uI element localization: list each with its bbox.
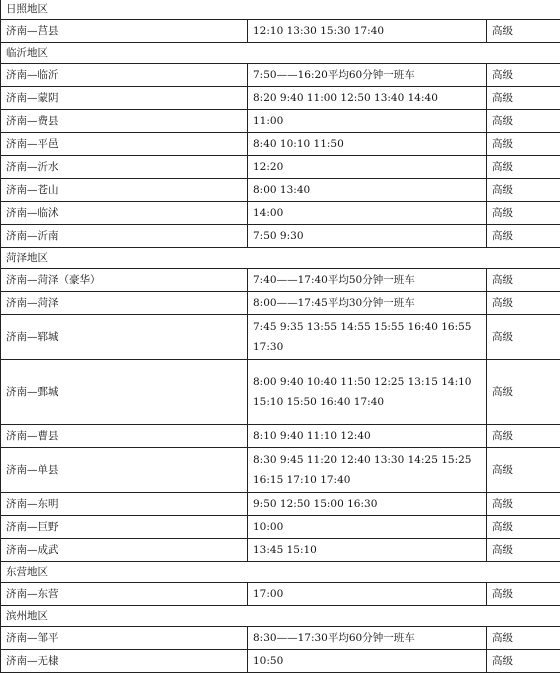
route-cell: 济南—临沂 bbox=[1, 64, 248, 87]
route-cell: 济南—沂水 bbox=[1, 156, 248, 179]
region-name: 东营地区 bbox=[1, 562, 560, 583]
route-cell: 济南—成武 bbox=[1, 539, 248, 562]
region-header-row bbox=[1, 43, 560, 64]
departure-times-cell: 7:50——16:20平均60分钟一班车 bbox=[248, 64, 487, 87]
region-header-row bbox=[1, 0, 560, 20]
table-row bbox=[1, 539, 560, 562]
table-row bbox=[1, 315, 560, 360]
route-cell: 济南—单县 bbox=[1, 448, 248, 493]
bus-grade-cell: 高级 bbox=[487, 64, 560, 87]
departure-times-cell: 8:20 9:40 11:00 12:50 13:40 14:40 bbox=[248, 87, 487, 110]
route-cell: 济南—沂南 bbox=[1, 225, 248, 248]
table-row bbox=[1, 448, 560, 493]
bus-grade-cell: 高级 bbox=[487, 315, 560, 360]
bus-grade-cell: 高级 bbox=[487, 627, 560, 650]
region-header-row bbox=[1, 248, 560, 269]
table-row bbox=[1, 627, 560, 650]
region-name: 日照地区 bbox=[1, 0, 560, 20]
route-cell: 济南—郓城 bbox=[1, 315, 248, 360]
bus-grade-cell: 高级 bbox=[487, 20, 560, 43]
departure-times-cell: 8:00 13:40 bbox=[248, 179, 487, 202]
bus-grade-cell: 高级 bbox=[487, 516, 560, 539]
bus-grade-cell: 高级 bbox=[487, 133, 560, 156]
bus-grade-cell: 高级 bbox=[487, 225, 560, 248]
table-row bbox=[1, 360, 560, 425]
departure-times-cell: 14:00 bbox=[248, 202, 487, 225]
departure-times-cell: 8:00 9:40 10:40 11:50 12:25 13:15 14:10 15:10 15:50 16:40 17:40 bbox=[248, 360, 487, 425]
departure-times-cell: 10:50 bbox=[248, 650, 487, 673]
departure-times-cell: 8:30——17:30平均60分钟一班车 bbox=[248, 627, 487, 650]
region-name: 临沂地区 bbox=[1, 43, 560, 64]
route-cell: 济南—巨野 bbox=[1, 516, 248, 539]
region-header-row bbox=[1, 606, 560, 627]
bus-grade-cell: 高级 bbox=[487, 448, 560, 493]
bus-grade-cell: 高级 bbox=[487, 269, 560, 292]
bus-grade-cell: 高级 bbox=[487, 360, 560, 425]
route-cell: 济南—曹县 bbox=[1, 425, 248, 448]
bus-grade-cell: 高级 bbox=[487, 202, 560, 225]
table-row bbox=[1, 650, 560, 673]
route-cell: 济南—菏泽 bbox=[1, 292, 248, 315]
route-cell: 济南—菏泽（豪华） bbox=[1, 269, 248, 292]
bus-grade-cell: 高级 bbox=[487, 110, 560, 133]
region-header-row bbox=[1, 562, 560, 583]
departure-times-cell: 8:10 9:40 11:10 12:40 bbox=[248, 425, 487, 448]
departure-times-cell: 9:50 12:50 15:00 16:30 bbox=[248, 493, 487, 516]
region-name: 菏泽地区 bbox=[1, 248, 560, 269]
bus-grade-cell: 高级 bbox=[487, 539, 560, 562]
table-row bbox=[1, 64, 560, 87]
route-cell: 济南—临沭 bbox=[1, 202, 248, 225]
schedule-body bbox=[1, 0, 560, 673]
departure-times-cell: 7:50 9:30 bbox=[248, 225, 487, 248]
route-cell: 济南—费县 bbox=[1, 110, 248, 133]
table-row bbox=[1, 179, 560, 202]
table-row bbox=[1, 87, 560, 110]
departure-times-cell: 17:00 bbox=[248, 583, 487, 606]
departure-times-cell: 7:45 9:35 13:55 14:55 15:55 16:40 16:55 17:30 bbox=[248, 315, 487, 360]
bus-grade-cell: 高级 bbox=[487, 87, 560, 110]
route-cell: 济南—苍山 bbox=[1, 179, 248, 202]
route-cell: 济南—平邑 bbox=[1, 133, 248, 156]
bus-grade-cell: 高级 bbox=[487, 156, 560, 179]
bus-grade-cell: 高级 bbox=[487, 493, 560, 516]
table-row bbox=[1, 156, 560, 179]
route-cell: 济南—东明 bbox=[1, 493, 248, 516]
departure-times-cell: 8:30 9:45 11:20 12:40 13:30 14:25 15:25 16:15 17:10 17:40 bbox=[248, 448, 487, 493]
route-cell: 济南—邹平 bbox=[1, 627, 248, 650]
route-cell: 济南—莒县 bbox=[1, 20, 248, 43]
table-row bbox=[1, 292, 560, 315]
table-row bbox=[1, 516, 560, 539]
bus-grade-cell: 高级 bbox=[487, 583, 560, 606]
bus-grade-cell: 高级 bbox=[487, 650, 560, 673]
route-cell: 济南—鄄城 bbox=[1, 360, 248, 425]
table-row bbox=[1, 583, 560, 606]
route-cell: 济南—蒙阴 bbox=[1, 87, 248, 110]
table-row bbox=[1, 133, 560, 156]
table-row bbox=[1, 425, 560, 448]
departure-times-cell: 8:40 10:10 11:50 bbox=[248, 133, 487, 156]
region-name: 滨州地区 bbox=[1, 606, 560, 627]
departure-times-cell: 11:00 bbox=[248, 110, 487, 133]
table-row bbox=[1, 225, 560, 248]
route-cell: 济南—东营 bbox=[1, 583, 248, 606]
departure-times-cell: 12:10 13:30 15:30 17:40 bbox=[248, 20, 487, 43]
bus-grade-cell: 高级 bbox=[487, 292, 560, 315]
departure-times-cell: 8:00——17:45平均30分钟一班车 bbox=[248, 292, 487, 315]
table-row bbox=[1, 493, 560, 516]
route-cell: 济南—无棣 bbox=[1, 650, 248, 673]
bus-grade-cell: 高级 bbox=[487, 425, 560, 448]
table-row bbox=[1, 202, 560, 225]
table-row bbox=[1, 110, 560, 133]
table-row bbox=[1, 269, 560, 292]
departure-times-cell: 12:20 bbox=[248, 156, 487, 179]
departure-times-cell: 13:45 15:10 bbox=[248, 539, 487, 562]
departure-times-cell: 7:40——17:40平均50分钟一班车 bbox=[248, 269, 487, 292]
departure-times-cell: 10:00 bbox=[248, 516, 487, 539]
table-row bbox=[1, 20, 560, 43]
bus-grade-cell: 高级 bbox=[487, 179, 560, 202]
